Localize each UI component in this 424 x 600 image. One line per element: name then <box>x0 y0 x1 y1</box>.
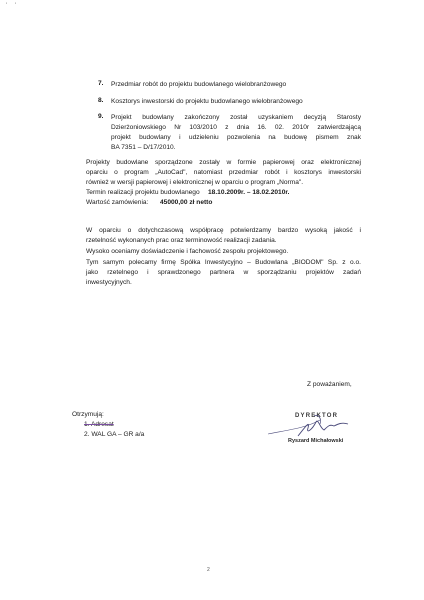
para1-line-3: również w wersji papierowej i elektronicznej w oparciu o program „Norma". <box>86 179 304 186</box>
termin-label: Termin realizacji projektu budowlanego <box>86 189 200 196</box>
corner-marks: ' ' <box>6 3 19 9</box>
closing: Z poważaniem, <box>307 381 352 388</box>
stamp-title: DYREKTOR <box>295 413 339 419</box>
para2-line-2: rzetelność wykonanych prac oraz terminowość realizacji zadania. <box>86 237 277 244</box>
para1-line-1: Projekty budowlane sporządzone zostały w formie papierowej oraz elektronicznej <box>86 159 361 166</box>
para4-line-2: jako rzetelnego i sprawdzonego partnera w sporządzaniu projektów zadań <box>86 269 361 276</box>
signature-stamp <box>258 400 368 450</box>
recipients-label: Otrzymują: <box>72 411 104 418</box>
recipient-2: 2. WAL GA – GR a/a <box>84 431 145 438</box>
para2-line-1: W oparciu o dotychczasową współpracę potwierdzamy bardzo wysoką jakość i <box>86 227 361 234</box>
para3: Wysoko oceniamy doświadczenie i fachowość zespołu projektowego. <box>86 248 289 255</box>
list-number-9: 9. <box>98 113 104 120</box>
list-item-9-line-3: projekt budowlany i udzieleniu pozwolenia na budowę pismem znak <box>111 134 361 141</box>
list-number-7: 7. <box>98 80 104 87</box>
list-item-9-line-4: BA 7351 – D/17/2010. <box>111 144 176 151</box>
wartosc-label: Wartość zamówienia: <box>86 199 149 206</box>
list-number-8: 8. <box>98 97 104 104</box>
list-item-7-text: Przedmiar robót do projektu budowlanego wielobranżowego <box>111 81 287 88</box>
para4-line-1: Tym samym polecamy firmę Spółka Inwestycyjno – Budowlana „BIODOM" Sp. z o.o. <box>86 259 361 266</box>
stamp-name: Ryszard Michałowski <box>288 438 344 444</box>
para4-line-3: inwestycyjnych. <box>86 279 132 286</box>
list-item-9-line-1: Projekt budowlany zakończony został uzyskaniem decyzją Starosty <box>111 114 361 121</box>
para1-line-2: oparciu o program „AutoCad", natomiast przedmiar robót i kosztorys inwestorski <box>86 169 361 176</box>
page-number: 2 <box>207 567 210 573</box>
list-item-8-text: Kosztorys inwestorski do projektu budowlanego wielobranżowego <box>111 98 303 105</box>
list-item-9-line-2: Dzierżoniowskiego Nr 103/2010 z dnia 16. 02. 2010r zatwierdzającą <box>111 124 361 131</box>
wartosc-value: 45000,00 zł netto <box>160 199 213 206</box>
recipient-1: 1. Adresat <box>84 421 114 428</box>
termin-value: 18.10.2009r. – 18.02.2010r. <box>208 189 290 196</box>
